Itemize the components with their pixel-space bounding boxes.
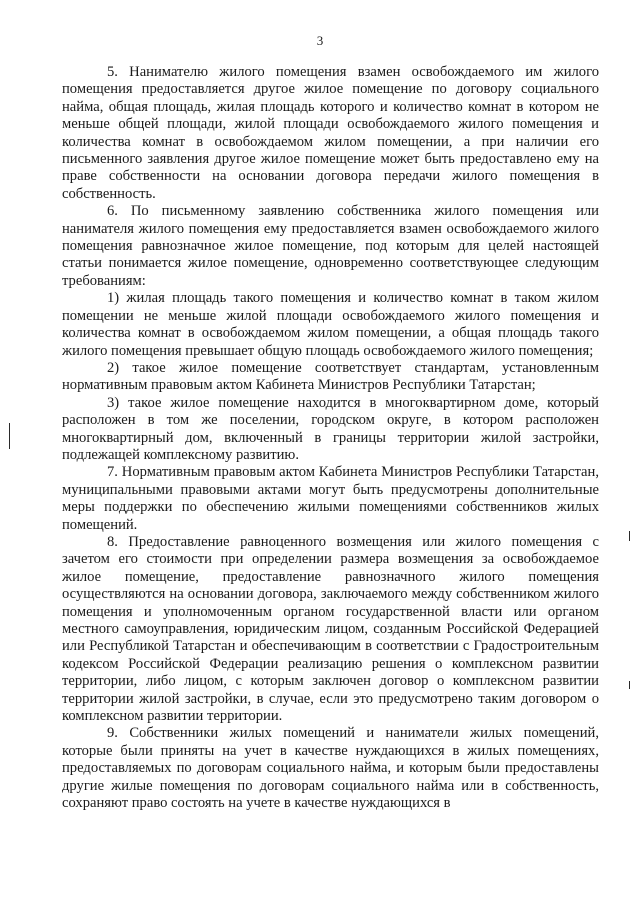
paragraph-5: 5. Нанимателю жилого помещения взамен освобождаемого им жилого помещения предоставляется другое жилое помещение по договору социального найма, общая площадь, жилая площадь которого и количество комнат в котором не меньше общей площади, жилой площади освобождаемого жилого помещения и количества комнат в освобождаемом жилом помещении, а при наличии его письменного заявления другое жилое помещение может быть предоставлено ему на праве собственности на основании договора передачи жилого помещения в собственность. (62, 64, 599, 202)
paragraph-6-item-1: 1) жилая площадь такого помещения и количество комнат в таком жилом помещении не меньше жилой площади освобождаемого жилого помещения и количества комнат в освобождаемом жилом помещении, а общая площадь такого жилого помещения превышает общую площадь освобождаемого жилого помещения; (62, 290, 599, 359)
page-number: 3 (316, 33, 324, 48)
paragraph-6-item-2: 2) такое жилое помещение соответствует стандартам, установленным нормативным правовым актом Кабинета Министров Республики Татарстан; (62, 359, 599, 394)
paragraph-7: 7. Нормативным правовым актом Кабинета Министров Республики Татарстан, муниципальными правовыми актами могут быть предусмотрены дополнительные меры поддержки по обеспечению жилыми помещениями собственников жилых помещений. (62, 464, 599, 533)
paragraph-9: 9. Собственники жилых помещений и наниматели жилых помещений, которые были приняты на учет в качестве нуждающихся в жилых помещениях, предоставляемых по договорам социального найма, и которым были предоставлены другие жилые помещения по договорам социального найма или в собственность, сохраняют право состоять на учете в качестве нуждающихся в (62, 725, 599, 812)
paragraph-6-item-3: 3) такое жилое помещение находится в многоквартирном доме, который расположен в том же поселении, городском округе, в котором расположен многоквартирный дом, включенный в границы территории жилой застройки, подлежащей комплексному развитию. (62, 394, 599, 463)
paragraph-6: 6. По письменному заявлению собственника жилого помещения или нанимателя жилого помещения ему предоставляется взамен освобождаемого жилого помещения равнозначное жилое помещение, под которым для целей настоящей статьи понимается жилое помещение, одновременно соответствующее следующим требованиям: (62, 203, 599, 289)
document-body (62, 64, 599, 812)
scan-margin-mark-right-upper (629, 531, 630, 541)
scan-margin-mark-left (9, 423, 10, 449)
scan-margin-mark-right-lower (629, 681, 630, 689)
paragraph-8: 8. Предоставление равноценного возмещения или жилого помещения с зачетом его стоимости при определении размера возмещения за освобождаемое жилое помещение, предоставление равнозначного жилого помещения осуществляются на основании договора, заключаемого между собственником жилого помещения и уполномоченным органом государственной власти или органом местного самоуправления, юридическим лицом, созданным Российской Федерацией или Республикой Татарстан и обеспечивающим в соответствии с Градостроительным кодексом Российской Федерации реализацию решения о комплексном развитии территории, либо лицом, с которым заключен договор о комплексном развитии территории жилой застройки, в случае, если это предусмотрено таким договором о комплексном развитии территории. (62, 533, 599, 725)
